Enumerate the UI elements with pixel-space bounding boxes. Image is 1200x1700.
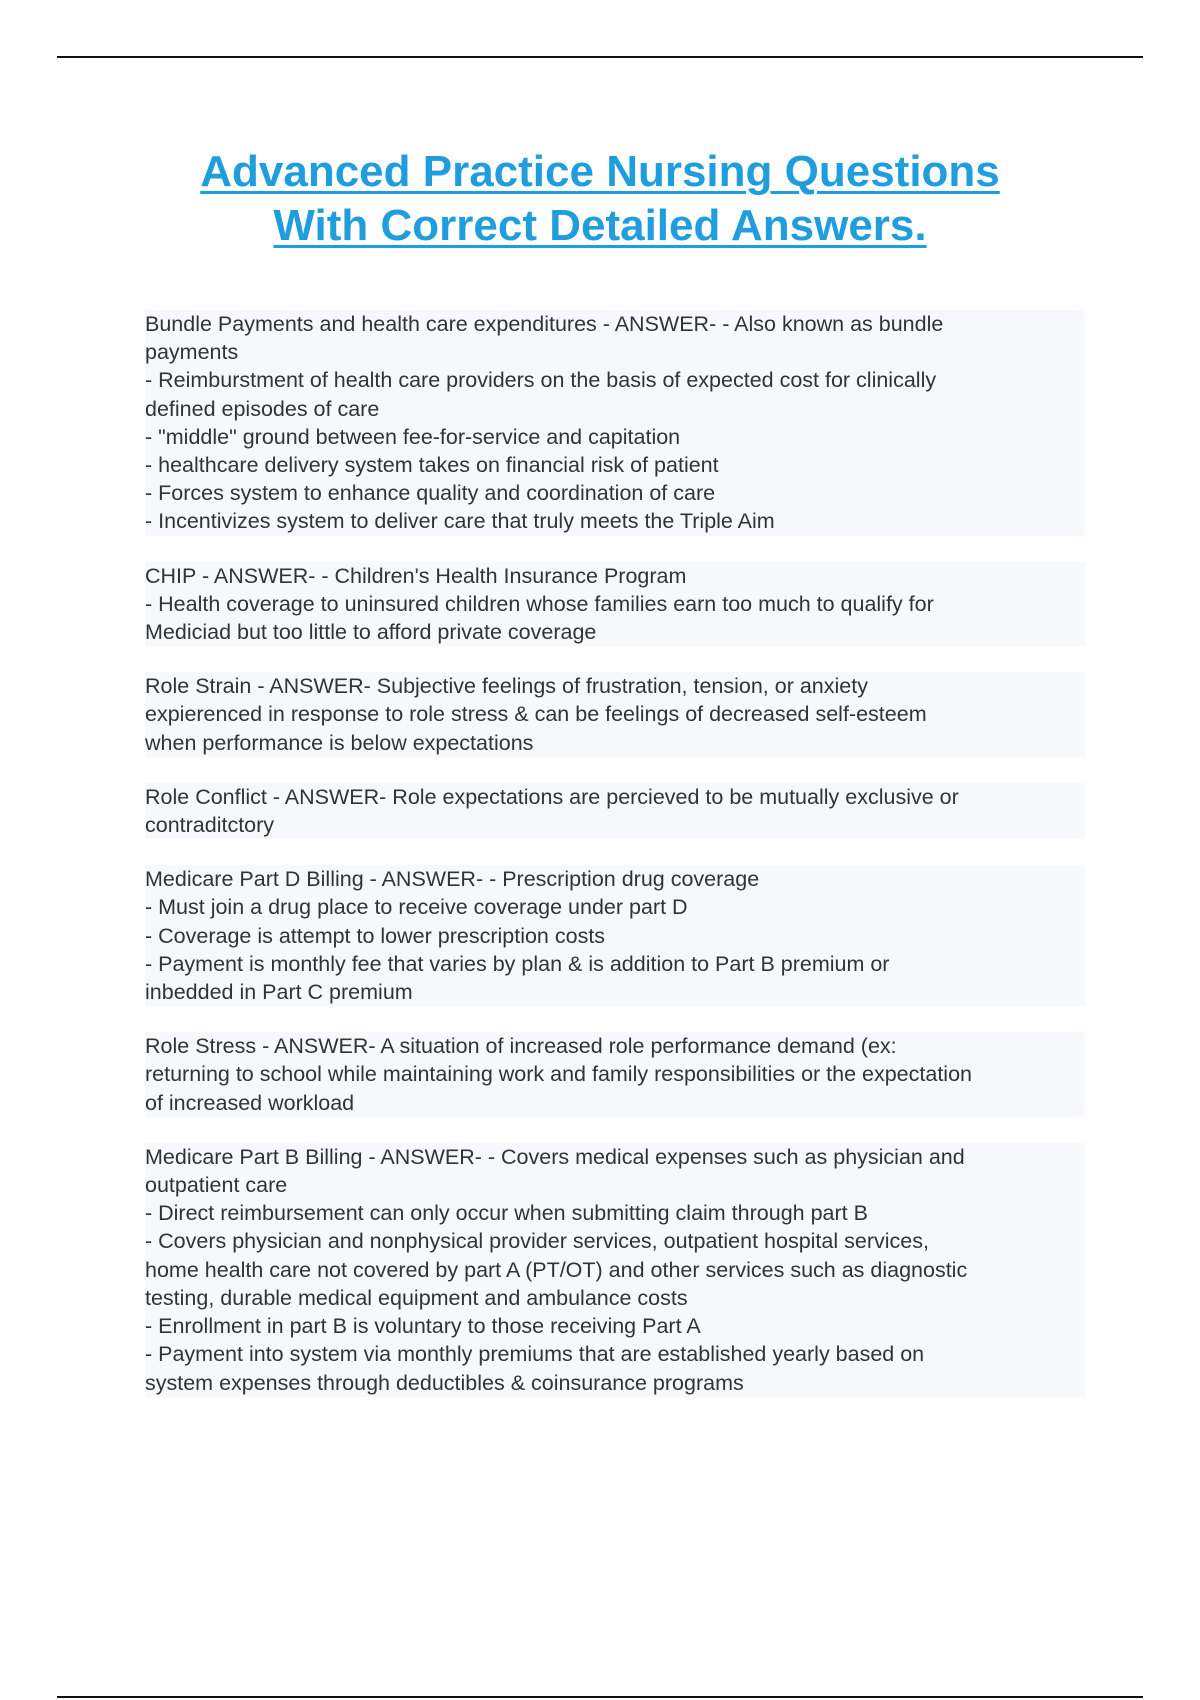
qa-answer-line: of increased workload [145,1090,355,1115]
qa-answer-line: system expenses through deductibles & coinsurance programs [145,1370,744,1395]
qa-entry [145,865,1085,1006]
qa-question-line: Bundle Payments and health care expenditures - ANSWER- - Also known as bundle [145,312,944,336]
qa-question-line: Role Strain - ANSWER- Subjective feelings of frustration, tension, or anxiety [145,674,868,699]
qa-entry [145,1032,1085,1117]
title-line-1: Advanced Practice Nursing Questions [200,147,1000,196]
qa-answer-line: defined episodes of care [145,396,380,421]
qa-answer-line: - Covers physician and nonphysical provider services, outpatient hospital services, [145,1229,929,1254]
bottom-rule [57,1696,1143,1698]
qa-answer-line: - Must join a drug place to receive coverage under part D [145,895,688,920]
qa-answer-line: home health care not covered by part A (PT/OT) and other services such as diagnostic [145,1257,968,1282]
qa-entry [145,562,1085,647]
document-title [100,145,1100,253]
qa-answer-line: - Payment is monthly fee that varies by plan & is addition to Part B premium or [145,951,890,976]
qa-answer-line: outpatient care [145,1173,288,1198]
qa-answer-line: Mediciad but too little to afford private coverage [145,620,597,645]
qa-answer-line: - Forces system to enhance quality and coordination of care [145,481,716,506]
qa-answer-line: - Direct reimbursement can only occur when submitting claim through part B [145,1201,868,1226]
qa-answer-line: - Incentivizes system to deliver care that truly meets the Triple Aim [145,509,775,534]
qa-answer-line: - healthcare delivery system takes on financial risk of patient [145,453,719,478]
qa-answer-line: testing, durable medical equipment and ambulance costs [145,1285,688,1310]
qa-entry [145,310,1085,536]
qa-answer-line: payments [145,340,239,365]
qa-answer-line: - Coverage is attempt to lower prescription costs [145,923,606,948]
qa-question-line: Role Stress - ANSWER- A situation of increased role performance demand (ex: [145,1034,897,1059]
qa-answer-line: returning to school while maintaining work and family responsibilities or the expectation [145,1062,972,1087]
qa-answer-line: - "middle" ground between fee-for-service and capitation [145,424,681,449]
qa-entry [145,783,1085,839]
qa-question-line: Role Conflict - ANSWER- Role expectations are percieved to be mutually exclusive or [145,784,959,809]
qa-answer-line: - Enrollment in part B is voluntary to those receiving Part A [145,1314,701,1339]
qa-question-line: Medicare Part B Billing - ANSWER- - Covers medical expenses such as physician and [145,1144,965,1169]
qa-answer-line: - Payment into system via monthly premiums that are established yearly based on [145,1342,925,1367]
qa-answer-line: expierenced in response to role stress & can be feelings of decreased self-esteem [145,702,927,727]
qa-question-line: Medicare Part D Billing - ANSWER- - Prescription drug coverage [145,867,760,892]
qa-answer-line: contraditctory [145,813,275,838]
title-line-2: With Correct Detailed Answers. [273,201,927,250]
qa-entry [145,672,1085,757]
qa-answer-line: - Health coverage to uninsured children whose families earn too much to qualify for [145,591,934,616]
top-rule [57,56,1143,58]
qa-answer-line: inbedded in Part C premium [145,980,413,1005]
qa-list [145,310,1085,1423]
qa-answer-line: - Reimburstment of health care providers on the basis of expected cost for clinically [145,368,937,393]
qa-entry [145,1143,1085,1397]
qa-answer-line: when performance is below expectations [145,730,534,755]
qa-question-line: CHIP - ANSWER- - Children's Health Insurance Program [145,563,687,588]
